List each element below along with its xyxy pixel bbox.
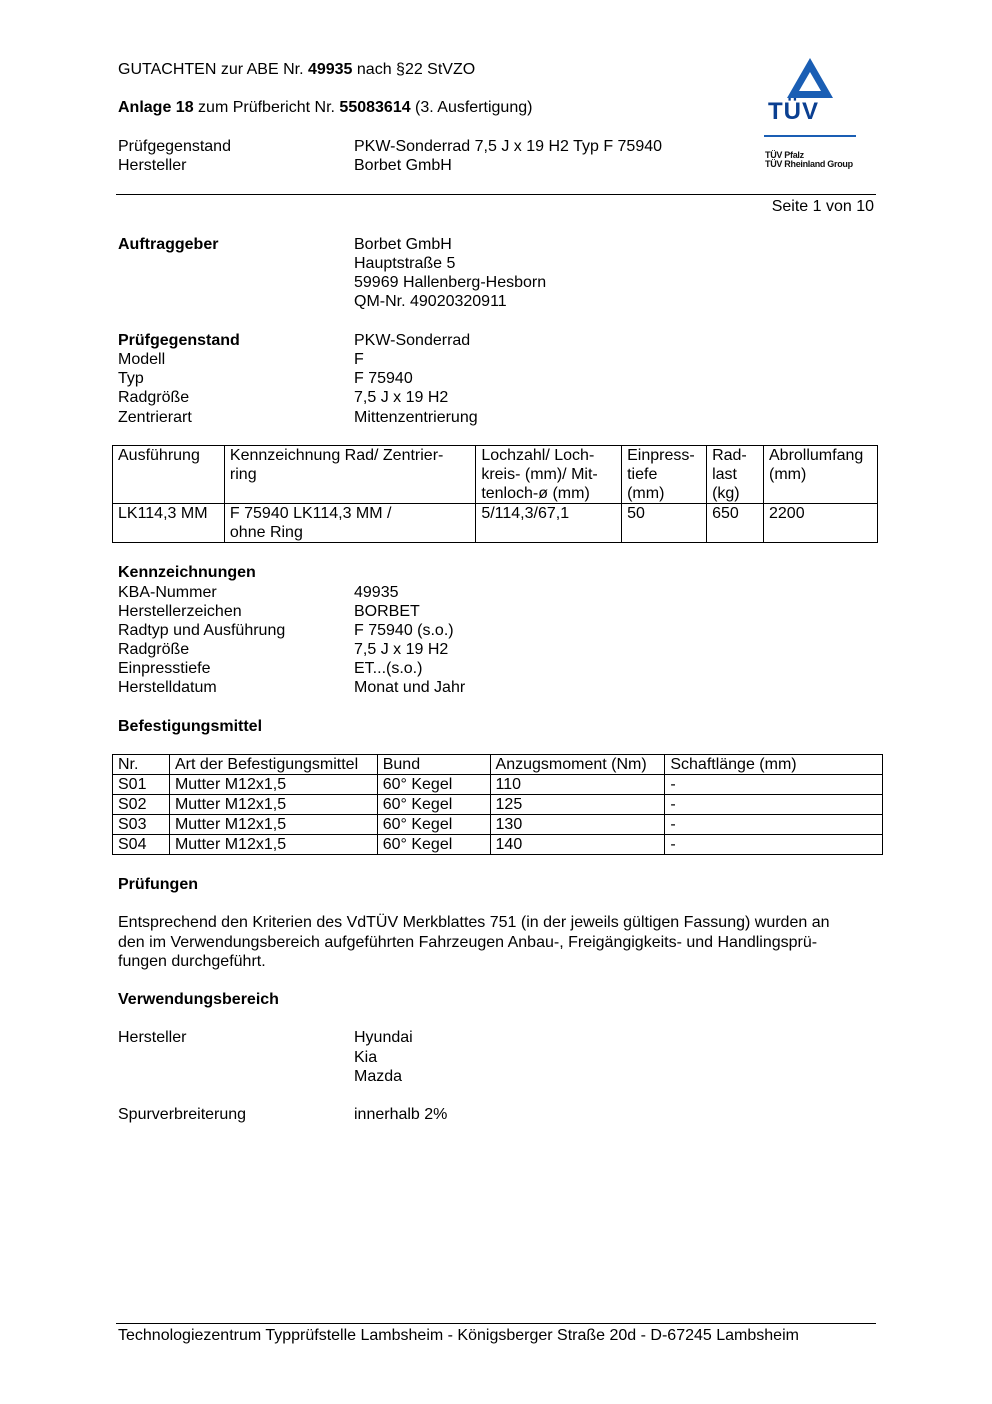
fasteners-table [112,754,883,855]
client-line: 59969 Hallenberg-Hesborn [354,274,547,291]
test-object-label: Modell [118,351,166,368]
table-cell: 130 [490,815,665,835]
test-object-label: Zentrierart [118,409,192,426]
usage-maker-item: Kia [354,1049,378,1066]
table-cell: Mutter M12x1,5 [169,795,377,815]
usage-heading: Verwendungsbereich [118,991,279,1008]
marking-label: KBA-Nummer [118,584,217,601]
markings-heading: Kennzeichnungen [118,564,256,581]
table-header-cell: Schaftlänge (mm) [665,755,883,775]
client-line: QM-Nr. 49020320911 [354,293,507,310]
track-widening-label: Spurverbreiterung [118,1106,247,1123]
client-line: Hauptstraße 5 [354,255,456,272]
tests-text-line: Entsprechend den Kriterien des VdTÜV Merkblattes 751 (in der jeweils gültigen Fassung) wurden an [118,914,830,931]
table-cell: 650 [707,504,764,543]
appendix-line: Anlage 18 zum Prüfbericht Nr. 55083614 (3. Ausfertigung) [118,99,533,116]
test-object-heading: Prüfgegenstand [118,332,240,349]
table-cell: Mutter M12x1,5 [169,835,377,855]
table-header-cell: Ausführung [113,446,225,504]
table-header-cell: Einpress- tiefe (mm) [622,446,707,504]
table-header-cell: Bund [377,755,490,775]
report-title: GUTACHTEN zur ABE Nr. 49935 nach §22 StVZO [118,61,476,78]
table-cell: S03 [113,815,170,835]
table-cell: Mutter M12x1,5 [169,815,377,835]
table-header-cell: Nr. [113,755,170,775]
table-header-row [113,446,878,504]
marking-value: 49935 [354,584,399,601]
page-number: Seite 1 von 10 [771,198,874,215]
track-widening-value: innerhalb 2% [354,1106,448,1123]
header-maker-value: Borbet GmbH [354,157,452,174]
table-header-row [113,755,883,775]
marking-label: Herstellerzeichen [118,603,242,620]
client-line: Borbet GmbH [354,236,452,253]
marking-value: BORBET [354,603,420,620]
table-cell: 60° Kegel [377,815,490,835]
table-cell: 60° Kegel [377,835,490,855]
table-row [113,504,878,543]
header-subject-value: PKW-Sonderrad 7,5 J x 19 H2 Typ F 75940 [354,138,663,155]
logo-subtitle-1: TÜV Pfalz [765,150,804,160]
table-row [113,815,883,835]
table-cell: 5/114,3/67,1 [476,504,622,543]
table-header-cell: Art der Befestigungsmittel [169,755,377,775]
footer-divider [116,1323,876,1324]
table-cell: S02 [113,795,170,815]
table-cell: S01 [113,775,170,795]
tests-text-line: den im Verwendungsbereich aufgeführten Fahrzeugen Anbau-, Freigängigkeits- und Handlingsprü- [118,934,818,951]
tests-text-line: fungen durchgeführt. [118,953,266,970]
table-cell: 110 [490,775,665,795]
fasteners-heading: Befestigungsmittel [118,718,263,735]
marking-value: Monat und Jahr [354,679,466,696]
test-object-value: F 75940 [354,370,413,387]
table-header-cell: Kennzeichnung Rad/ Zentrier- ring [224,446,475,504]
table-header-cell: Lochzahl/ Loch- kreis- (mm)/ Mit- tenloch-ø (mm) [476,446,622,504]
logo-word: TÜV [768,98,819,125]
footer-address: Technologiezentrum Typprüfstelle Lambsheim - Königsberger Straße 20d - D-67245 Lambsheim [118,1327,799,1344]
marking-label: Radgröße [118,641,190,658]
marking-label: Radtyp und Ausführung [118,622,286,639]
tuev-triangle-icon [760,56,860,102]
test-object-value: 7,5 J x 19 H2 [354,389,449,406]
table-header-cell: Rad- last (kg) [707,446,764,504]
marking-value: ET...(s.o.) [354,660,423,677]
usage-maker-label: Hersteller [118,1029,187,1046]
test-object-heading-value: PKW-Sonderrad [354,332,471,349]
table-cell: S04 [113,835,170,855]
table-cell: 140 [490,835,665,855]
wheel-table [112,445,878,543]
logo-subtitle-2: TÜV Rheinland Group [765,159,853,169]
table-cell: F 75940 LK114,3 MM / ohne Ring [224,504,475,543]
test-object-value: Mittenzentrierung [354,409,478,426]
table-row [113,775,883,795]
table-cell: 60° Kegel [377,775,490,795]
table-row [113,835,883,855]
table-header-cell: Anzugsmoment (Nm) [490,755,665,775]
logo-underline [764,135,856,137]
test-object-label: Radgröße [118,389,190,406]
table-cell: 60° Kegel [377,795,490,815]
usage-maker-item: Hyundai [354,1029,413,1046]
table-cell: Mutter M12x1,5 [169,775,377,795]
header-maker-label: Hersteller [118,157,187,174]
table-cell: - [665,795,883,815]
tests-heading: Prüfungen [118,876,198,893]
client-label: Auftraggeber [118,236,219,253]
usage-maker-item: Mazda [354,1068,403,1085]
table-cell: 2200 [764,504,878,543]
table-cell: 125 [490,795,665,815]
header-divider [116,194,876,195]
header-subject-label: Prüfgegenstand [118,138,231,155]
table-cell: - [665,835,883,855]
test-object-value: F [354,351,364,368]
test-object-label: Typ [118,370,144,387]
table-cell: 50 [622,504,707,543]
marking-label: Einpresstiefe [118,660,211,677]
table-cell: - [665,815,883,835]
table-cell: - [665,775,883,795]
marking-value: F 75940 (s.o.) [354,622,454,639]
table-header-cell: Abrollumfang (mm) [764,446,878,504]
table-row [113,795,883,815]
marking-value: 7,5 J x 19 H2 [354,641,449,658]
marking-label: Herstelldatum [118,679,217,696]
table-cell: LK114,3 MM [113,504,225,543]
